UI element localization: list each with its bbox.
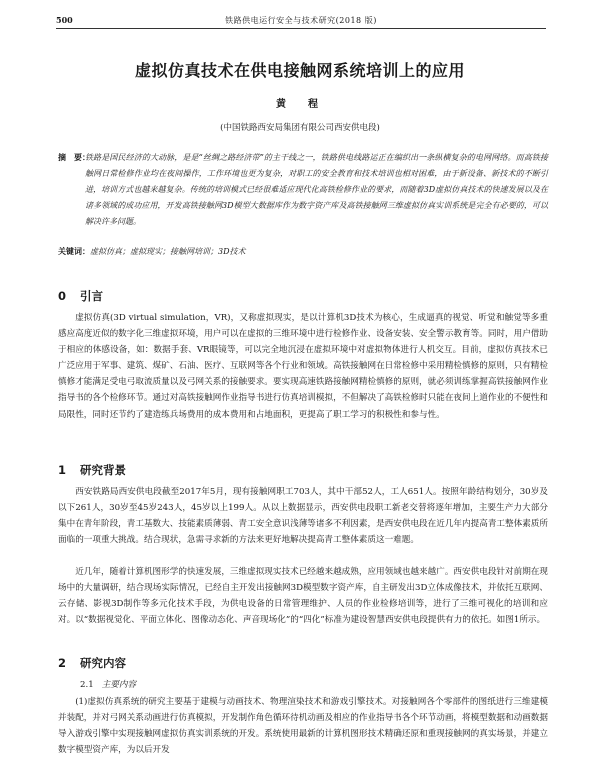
section-heading-research-content	[58, 655, 126, 671]
paragraph-introduction: 虚拟仿真(3D virtual simulation，VR)，又称虚拟现实，是以计算机3D技术为核心，生成逼真的视觉、听觉和触觉等多重感应高度近似的数字化三维虚拟环境，用户可以在虚拟的三维环境中进行检修作业、设备安装、安全警示教育等。同时，用户借助于相应的体感设备，如：数据手套、VR眼镜等，可以完全地沉浸在虚拟环境中对虚拟物体进行人机交互。目前，虚拟仿真技术已广泛应用于军事、建筑、煤矿、石油、医疗、互联网等各个行业和领域。高铁接触网在日常检修中采用精检慎修的原则，只有精检慎修才能满足受电弓取流质量以及弓网关系的接触要求。要实现高速铁路接触网精检慎修的原则，就必须训练掌握高铁接触网作业指导书的各个检修环节。通过对高铁接触网作业指导书进行仿真培训模拟，不但解决了高铁检修时只能在夜间上道作业的不便性和局限性，同时还节约了建造练兵场费用的成本费用和占地面积，更提高了职工学习的积极性和参与性。	[58, 313, 548, 420]
section-title: 引言	[80, 289, 103, 303]
section-heading-introduction	[58, 288, 103, 304]
article-title: 虚拟仿真技术在供电接触网系统培训上的应用	[134, 61, 465, 80]
subsection-number: 2.1	[80, 680, 94, 690]
abstract-text: 铁路是国民经济的大动脉，是是“丝绸之路经济带”的主干线之一，铁路供电线路运正在编织出一条纵横复杂的电网网络。而高铁接触网日常检修作业均在夜间操作，工作环境也更为复杂，对职工的安全教育和技术培训也相对困难，由于新设备、新技术的不断引进，培训方式也越来越复杂。传统的培训模式已经很难适应现代化高铁检修作业的要求，而随着3D虚拟仿真技术的快速发展以及在诸多领域的成功应用，开发高铁接触网3D模型大数据库作为数字资产库及高铁接触网三维虚拟仿真实训系统是完全有必要的，可以解决许多问题。	[85, 153, 548, 226]
paragraph-background-1: 西安铁路局西安供电段截至2017年5月，现有接触网职工703人，其中干部52人，工人651人。按照年龄结构划分，30岁及以下261人，30岁至45岁243人，45岁以上199人。从以上数据显示，西安供电段职工新老交替将逐年增加，主要生产力大部分集中在青年阶段，青工基数大、技能素质薄弱、青工安全意识浅薄等诸多不利因素，是西安供电段在近几年内提高青工整体素质所面临的一项重大挑战。结合现状，急需寻求新的方法来更好地解决提高青工整体素质这一难题。	[58, 487, 548, 546]
paragraph-background-2: 近几年，随着计算机图形学的快速发展，三维虚拟现实技术已经越来越成熟，应用领域也越来越广。西安供电段针对前期在现场中的大量调研，结合现场实际情况，已经自主开发出接触网3D模型数字资产库，自主研发出3D立体成像技术，并依托互联网、云存储、影视3D制作等多元化技术手段，为供电设备的日常管理维护、人员的作业检修培训等，进行了三维可视化的培训和应对。以“数据视觉化、平面立体化、图像动态化、声音现场化”的“四化”标准为建设智慧西安供电段提供有力的依托。如图1所示。	[58, 567, 548, 626]
article-author: 黄 程	[276, 99, 324, 110]
section-title: 研究内容	[80, 656, 126, 670]
section-heading-background	[58, 462, 126, 478]
page-number: 500	[56, 15, 73, 25]
keywords	[58, 245, 548, 259]
article-affiliation: (中国铁路西安局集团有限公司西安供电段)	[220, 123, 380, 133]
abstract	[58, 150, 548, 230]
journal-title: 铁路供电运行安全与技术研究(2018 版)	[225, 16, 377, 25]
section-number: 1	[58, 463, 67, 477]
keywords-text: 虚拟仿真；虚拟现实；接触网培训；3D技术	[90, 247, 246, 256]
section-title: 研究背景	[80, 463, 126, 477]
keywords-label: 关键词：	[58, 247, 90, 256]
subsection-heading-main-content	[80, 678, 136, 690]
section-number: 0	[58, 289, 67, 303]
running-header	[56, 10, 546, 29]
subsection-title: 主要内容	[101, 680, 137, 690]
section-number: 2	[58, 656, 67, 670]
paragraph-main-content: (1)虚拟仿真系统的研究主要基于建模与动画技术、物理渲染技术和游戏引擎技术。对接触网各个零部件的图纸进行三维建模并装配，并对弓网关系动画进行仿真模拟，开发制作角色循环待机动画及相应的作业指导书各个环节动画，将模型数据和动画数据导入游戏引擎中实现接触网虚拟仿真实训系统的开发。系统使用最新的计算机图形技术精确还原和重现接触网的真实场景，并建立数字模型资产库，为以后开发	[58, 697, 548, 756]
abstract-label: 摘 要：	[58, 153, 90, 162]
